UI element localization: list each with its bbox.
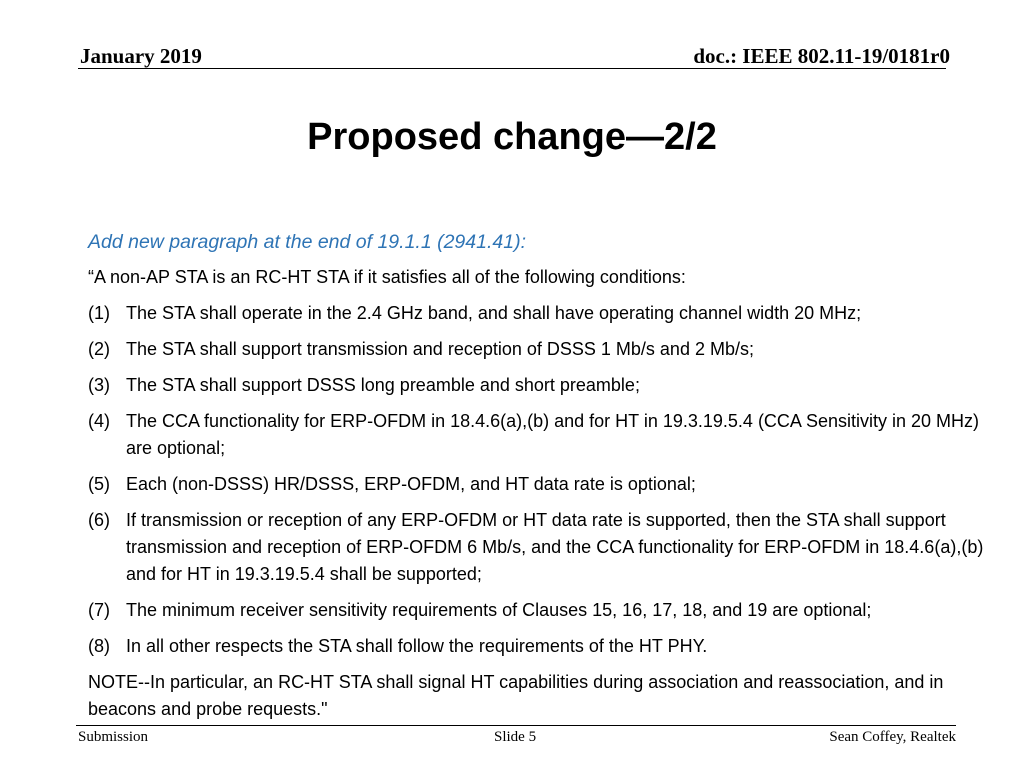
condition-item-8 — [88, 633, 1000, 660]
intro-text: “A non-AP STA is an RC-HT STA if it satisfies all of the following conditions: — [88, 267, 686, 287]
condition-text: The STA shall operate in the 2.4 GHz band, and shall have operating channel width 20 MHz; — [126, 303, 862, 323]
condition-item-4 — [88, 408, 1000, 462]
footer-slide-number: Slide 5 — [494, 729, 537, 745]
condition-number: (2) — [88, 339, 110, 359]
header-date: January 2019 — [80, 44, 202, 68]
note-text: NOTE--In particular, an RC-HT STA shall signal HT capabilities during association and reassociation, and in beacons and probe requests." — [88, 672, 944, 719]
footer-author: Sean Coffey, Realtek — [829, 729, 956, 745]
condition-number: (5) — [88, 474, 110, 494]
condition-text: In all other respects the STA shall follow the requirements of the HT PHY. — [126, 636, 708, 656]
condition-item-5 — [88, 471, 1000, 498]
condition-item-1 — [88, 300, 1000, 327]
header-divider — [78, 68, 946, 69]
condition-item-6 — [88, 507, 1000, 588]
slide-title: Proposed change—2/2 — [307, 116, 717, 158]
condition-text: The STA shall support transmission and reception of DSSS 1 Mb/s and 2 Mb/s; — [126, 339, 754, 359]
condition-number: (8) — [88, 636, 110, 656]
slide-body — [88, 228, 1000, 723]
condition-number: (3) — [88, 375, 110, 395]
condition-number: (1) — [88, 303, 110, 323]
condition-text: The CCA functionality for ERP-OFDM in 18.4.6(a),(b) and for HT in 19.3.19.5.4 (CCA Sensitivity in 20 MHz) are optional; — [126, 411, 979, 458]
condition-item-3 — [88, 372, 1000, 399]
footer-submission: Submission — [78, 729, 149, 745]
condition-text: The minimum receiver sensitivity requirements of Clauses 15, 16, 17, 18, and 19 are optional; — [126, 600, 872, 620]
condition-text: The STA shall support DSSS long preamble and short preamble; — [126, 375, 640, 395]
condition-item-2 — [88, 336, 1000, 363]
footer-divider — [76, 725, 956, 726]
instruction-text: Add new paragraph at the end of 19.1.1 (2941.41): — [88, 231, 526, 253]
condition-number: (7) — [88, 600, 110, 620]
header-doc-id: doc.: IEEE 802.11-19/0181r0 — [693, 44, 950, 68]
condition-text: Each (non-DSSS) HR/DSSS, ERP-OFDM, and HT data rate is optional; — [126, 474, 696, 494]
condition-item-7 — [88, 597, 1000, 624]
condition-number: (4) — [88, 411, 110, 431]
condition-text: If transmission or reception of any ERP-OFDM or HT data rate is supported, then the STA shall support transmission and reception of ERP-OFDM 6 Mb/s, and the CCA functionality for ERP-OFDM in 18.4.6(a),(b) and for HT in 19.3.19.5.4 shall be supported; — [126, 510, 984, 584]
condition-number: (6) — [88, 510, 110, 530]
